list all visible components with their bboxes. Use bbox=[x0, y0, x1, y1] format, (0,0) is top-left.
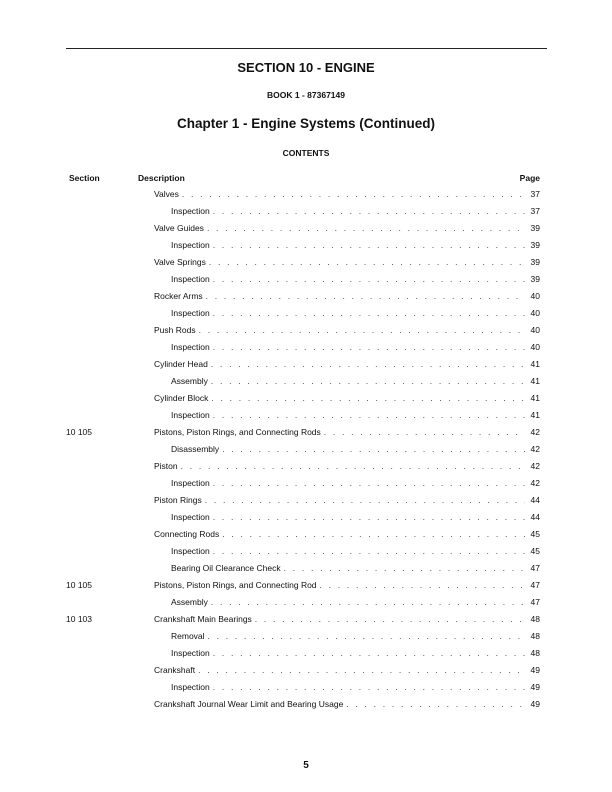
dot-leader bbox=[205, 492, 525, 509]
column-header-description: Description bbox=[138, 173, 185, 183]
dot-leader bbox=[211, 356, 525, 373]
toc-entry bbox=[0, 611, 612, 628]
dot-leader bbox=[213, 271, 525, 288]
toc-page-number: 42 bbox=[530, 478, 540, 488]
dot-leader bbox=[199, 322, 525, 339]
toc-entry-text bbox=[154, 492, 525, 509]
toc-entry-label: Inspection bbox=[171, 410, 210, 420]
toc-entry-text bbox=[171, 271, 525, 288]
toc-entry bbox=[0, 679, 612, 696]
toc-entry-text bbox=[171, 339, 525, 356]
chapter-title: Chapter 1 - Engine Systems (Continued) bbox=[176, 116, 436, 131]
toc-page-number: 44 bbox=[530, 512, 540, 522]
toc-entry-label: Pistons, Piston Rings, and Connecting Rod bbox=[154, 580, 317, 590]
toc-entry bbox=[0, 645, 612, 662]
toc-entry-label: Inspection bbox=[171, 342, 210, 352]
column-header-page: Page bbox=[519, 173, 540, 183]
toc-entry-label: Assembly bbox=[171, 597, 208, 607]
toc-entry-text bbox=[171, 305, 525, 322]
toc-page-number: 47 bbox=[530, 580, 540, 590]
toc-entry-label: Removal bbox=[171, 631, 205, 641]
toc-section-code: 10 105 bbox=[66, 580, 92, 590]
dot-leader bbox=[211, 390, 525, 407]
toc-entry-text bbox=[154, 577, 525, 594]
toc-entry bbox=[0, 254, 612, 271]
dot-leader bbox=[324, 424, 525, 441]
dot-leader bbox=[211, 594, 525, 611]
toc-entry-label: Bearing Oil Clearance Check bbox=[171, 563, 281, 573]
toc-entry-text bbox=[171, 543, 525, 560]
toc-entry-text bbox=[154, 220, 525, 237]
toc-page-number: 39 bbox=[530, 240, 540, 250]
toc-entry-label: Cylinder Head bbox=[154, 359, 208, 369]
toc-page-number: 49 bbox=[530, 665, 540, 675]
toc-entry-label: Push Rods bbox=[154, 325, 196, 335]
toc-entry bbox=[0, 424, 612, 441]
toc-page-number: 49 bbox=[530, 682, 540, 692]
toc-entry bbox=[0, 288, 612, 305]
toc-entry bbox=[0, 543, 612, 560]
toc-page-number: 48 bbox=[530, 614, 540, 624]
toc-page-number: 37 bbox=[530, 189, 540, 199]
toc-entry-label: Pistons, Piston Rings, and Connecting Rods bbox=[154, 427, 321, 437]
top-rule bbox=[66, 48, 547, 49]
toc-entry-label: Cylinder Block bbox=[154, 393, 209, 403]
toc-entry bbox=[0, 203, 612, 220]
dot-leader bbox=[320, 577, 525, 594]
toc-page-number: 41 bbox=[530, 393, 540, 403]
dot-leader bbox=[255, 611, 525, 628]
book-number: BOOK 1 - 87367149 bbox=[267, 90, 345, 100]
toc-entry bbox=[0, 526, 612, 543]
toc-page-number: 49 bbox=[530, 699, 540, 709]
toc-entry-text bbox=[154, 356, 525, 373]
toc-entry-text bbox=[171, 594, 525, 611]
toc-entry bbox=[0, 509, 612, 526]
dot-leader bbox=[198, 662, 525, 679]
toc-section-code: 10 105 bbox=[66, 427, 92, 437]
toc-entry-text bbox=[171, 373, 525, 390]
toc-entry-label: Valves bbox=[154, 189, 179, 199]
toc-page-number: 41 bbox=[530, 359, 540, 369]
toc-entry-text bbox=[171, 509, 525, 526]
toc-page-number: 40 bbox=[530, 342, 540, 352]
toc-entry-text bbox=[154, 186, 525, 203]
toc-entry bbox=[0, 475, 612, 492]
dot-leader bbox=[213, 645, 525, 662]
toc-page-number: 42 bbox=[530, 427, 540, 437]
toc-entry bbox=[0, 492, 612, 509]
toc-entry-label: Inspection bbox=[171, 240, 210, 250]
toc-entry bbox=[0, 662, 612, 679]
toc-entry bbox=[0, 696, 612, 713]
toc-entry-text bbox=[171, 237, 525, 254]
toc-page-number: 41 bbox=[530, 376, 540, 386]
toc-entry-label: Disassembly bbox=[171, 444, 220, 454]
toc-entry-label: Inspection bbox=[171, 512, 210, 522]
toc-entry-label: Inspection bbox=[171, 308, 210, 318]
toc-entry bbox=[0, 322, 612, 339]
toc-entry-label: Inspection bbox=[171, 206, 210, 216]
toc-entry-text bbox=[154, 662, 525, 679]
toc-page-number: 41 bbox=[530, 410, 540, 420]
toc-entry-label: Inspection bbox=[171, 478, 210, 488]
toc-page-number: 47 bbox=[530, 597, 540, 607]
contents-heading: CONTENTS bbox=[282, 148, 330, 158]
toc-entry bbox=[0, 373, 612, 390]
toc-entry-label: Inspection bbox=[171, 546, 210, 556]
toc-page-number: 44 bbox=[530, 495, 540, 505]
toc-entry-label: Piston bbox=[154, 461, 178, 471]
toc-entry-label: Rocker Arms bbox=[154, 291, 203, 301]
toc-entry-label: Valve Guides bbox=[154, 223, 204, 233]
toc-entry-label: Inspection bbox=[171, 682, 210, 692]
dot-leader bbox=[213, 475, 525, 492]
toc-page-number: 42 bbox=[530, 461, 540, 471]
toc-page-number: 39 bbox=[530, 257, 540, 267]
toc-entry bbox=[0, 407, 612, 424]
toc-entry bbox=[0, 560, 612, 577]
toc-page-number: 45 bbox=[530, 529, 540, 539]
dot-leader bbox=[213, 305, 525, 322]
toc-page-number: 42 bbox=[530, 444, 540, 454]
toc-page-number: 45 bbox=[530, 546, 540, 556]
toc-section-code: 10 103 bbox=[66, 614, 92, 624]
toc-entry-text bbox=[171, 475, 525, 492]
toc-entry-label: Crankshaft Journal Wear Limit and Bearing Usage bbox=[154, 699, 344, 709]
dot-leader bbox=[208, 628, 525, 645]
toc-entry-label: Valve Springs bbox=[154, 257, 206, 267]
dot-leader bbox=[222, 441, 525, 458]
toc-entry-text bbox=[154, 254, 525, 271]
toc-entry-text bbox=[154, 458, 525, 475]
dot-leader bbox=[209, 254, 525, 271]
toc-entry-text bbox=[154, 696, 525, 713]
toc-entry-label: Connecting Rods bbox=[154, 529, 220, 539]
column-header-section: Section bbox=[69, 173, 100, 183]
toc-entry-label: Inspection bbox=[171, 648, 210, 658]
toc-page-number: 37 bbox=[530, 206, 540, 216]
toc-entry bbox=[0, 356, 612, 373]
toc-entry-text bbox=[171, 645, 525, 662]
toc-entry-text bbox=[171, 203, 525, 220]
toc-entry-text bbox=[154, 526, 525, 543]
dot-leader bbox=[213, 339, 525, 356]
toc-page-number: 39 bbox=[530, 223, 540, 233]
dot-leader bbox=[211, 373, 525, 390]
toc-entry-label: Assembly bbox=[171, 376, 208, 386]
toc-entry bbox=[0, 441, 612, 458]
toc-entry bbox=[0, 339, 612, 356]
toc-page-number: 40 bbox=[530, 308, 540, 318]
toc-entry-text bbox=[171, 628, 525, 645]
toc-entry bbox=[0, 577, 612, 594]
dot-leader bbox=[213, 679, 525, 696]
dot-leader bbox=[207, 220, 525, 237]
toc-entry bbox=[0, 271, 612, 288]
toc-page-number: 39 bbox=[530, 274, 540, 284]
dot-leader bbox=[213, 203, 525, 220]
toc-entry-text bbox=[154, 322, 525, 339]
toc-entry-text bbox=[154, 611, 525, 628]
dot-leader bbox=[206, 288, 525, 305]
toc-entry bbox=[0, 390, 612, 407]
toc-page-number: 47 bbox=[530, 563, 540, 573]
table-of-contents bbox=[0, 186, 612, 713]
toc-entry bbox=[0, 628, 612, 645]
toc-entry bbox=[0, 186, 612, 203]
toc-page-number: 40 bbox=[530, 291, 540, 301]
dot-leader bbox=[222, 526, 525, 543]
toc-entry-text bbox=[154, 390, 525, 407]
toc-entry-label: Inspection bbox=[171, 274, 210, 284]
dot-leader bbox=[213, 237, 525, 254]
toc-entry bbox=[0, 237, 612, 254]
toc-entry-text bbox=[154, 424, 525, 441]
toc-entry-label: Piston Rings bbox=[154, 495, 202, 505]
dot-leader bbox=[181, 458, 525, 475]
toc-page-number: 40 bbox=[530, 325, 540, 335]
toc-entry-text bbox=[171, 441, 525, 458]
toc-page-number: 48 bbox=[530, 631, 540, 641]
dot-leader bbox=[182, 186, 525, 203]
toc-entry bbox=[0, 458, 612, 475]
dot-leader bbox=[213, 543, 525, 560]
toc-page-number: 48 bbox=[530, 648, 540, 658]
section-title: SECTION 10 - ENGINE bbox=[237, 60, 375, 75]
toc-entry-text bbox=[171, 407, 525, 424]
toc-entry-text bbox=[171, 679, 525, 696]
toc-entry-label: Crankshaft bbox=[154, 665, 196, 675]
dot-leader bbox=[284, 560, 525, 577]
dot-leader bbox=[346, 696, 525, 713]
toc-entry bbox=[0, 305, 612, 322]
dot-leader bbox=[213, 509, 525, 526]
toc-entry bbox=[0, 594, 612, 611]
toc-entry-text bbox=[154, 288, 525, 305]
toc-entry-text bbox=[171, 560, 525, 577]
dot-leader bbox=[213, 407, 525, 424]
toc-entry bbox=[0, 220, 612, 237]
page-number: 5 bbox=[303, 760, 309, 771]
toc-entry-label: Crankshaft Main Bearings bbox=[154, 614, 252, 624]
